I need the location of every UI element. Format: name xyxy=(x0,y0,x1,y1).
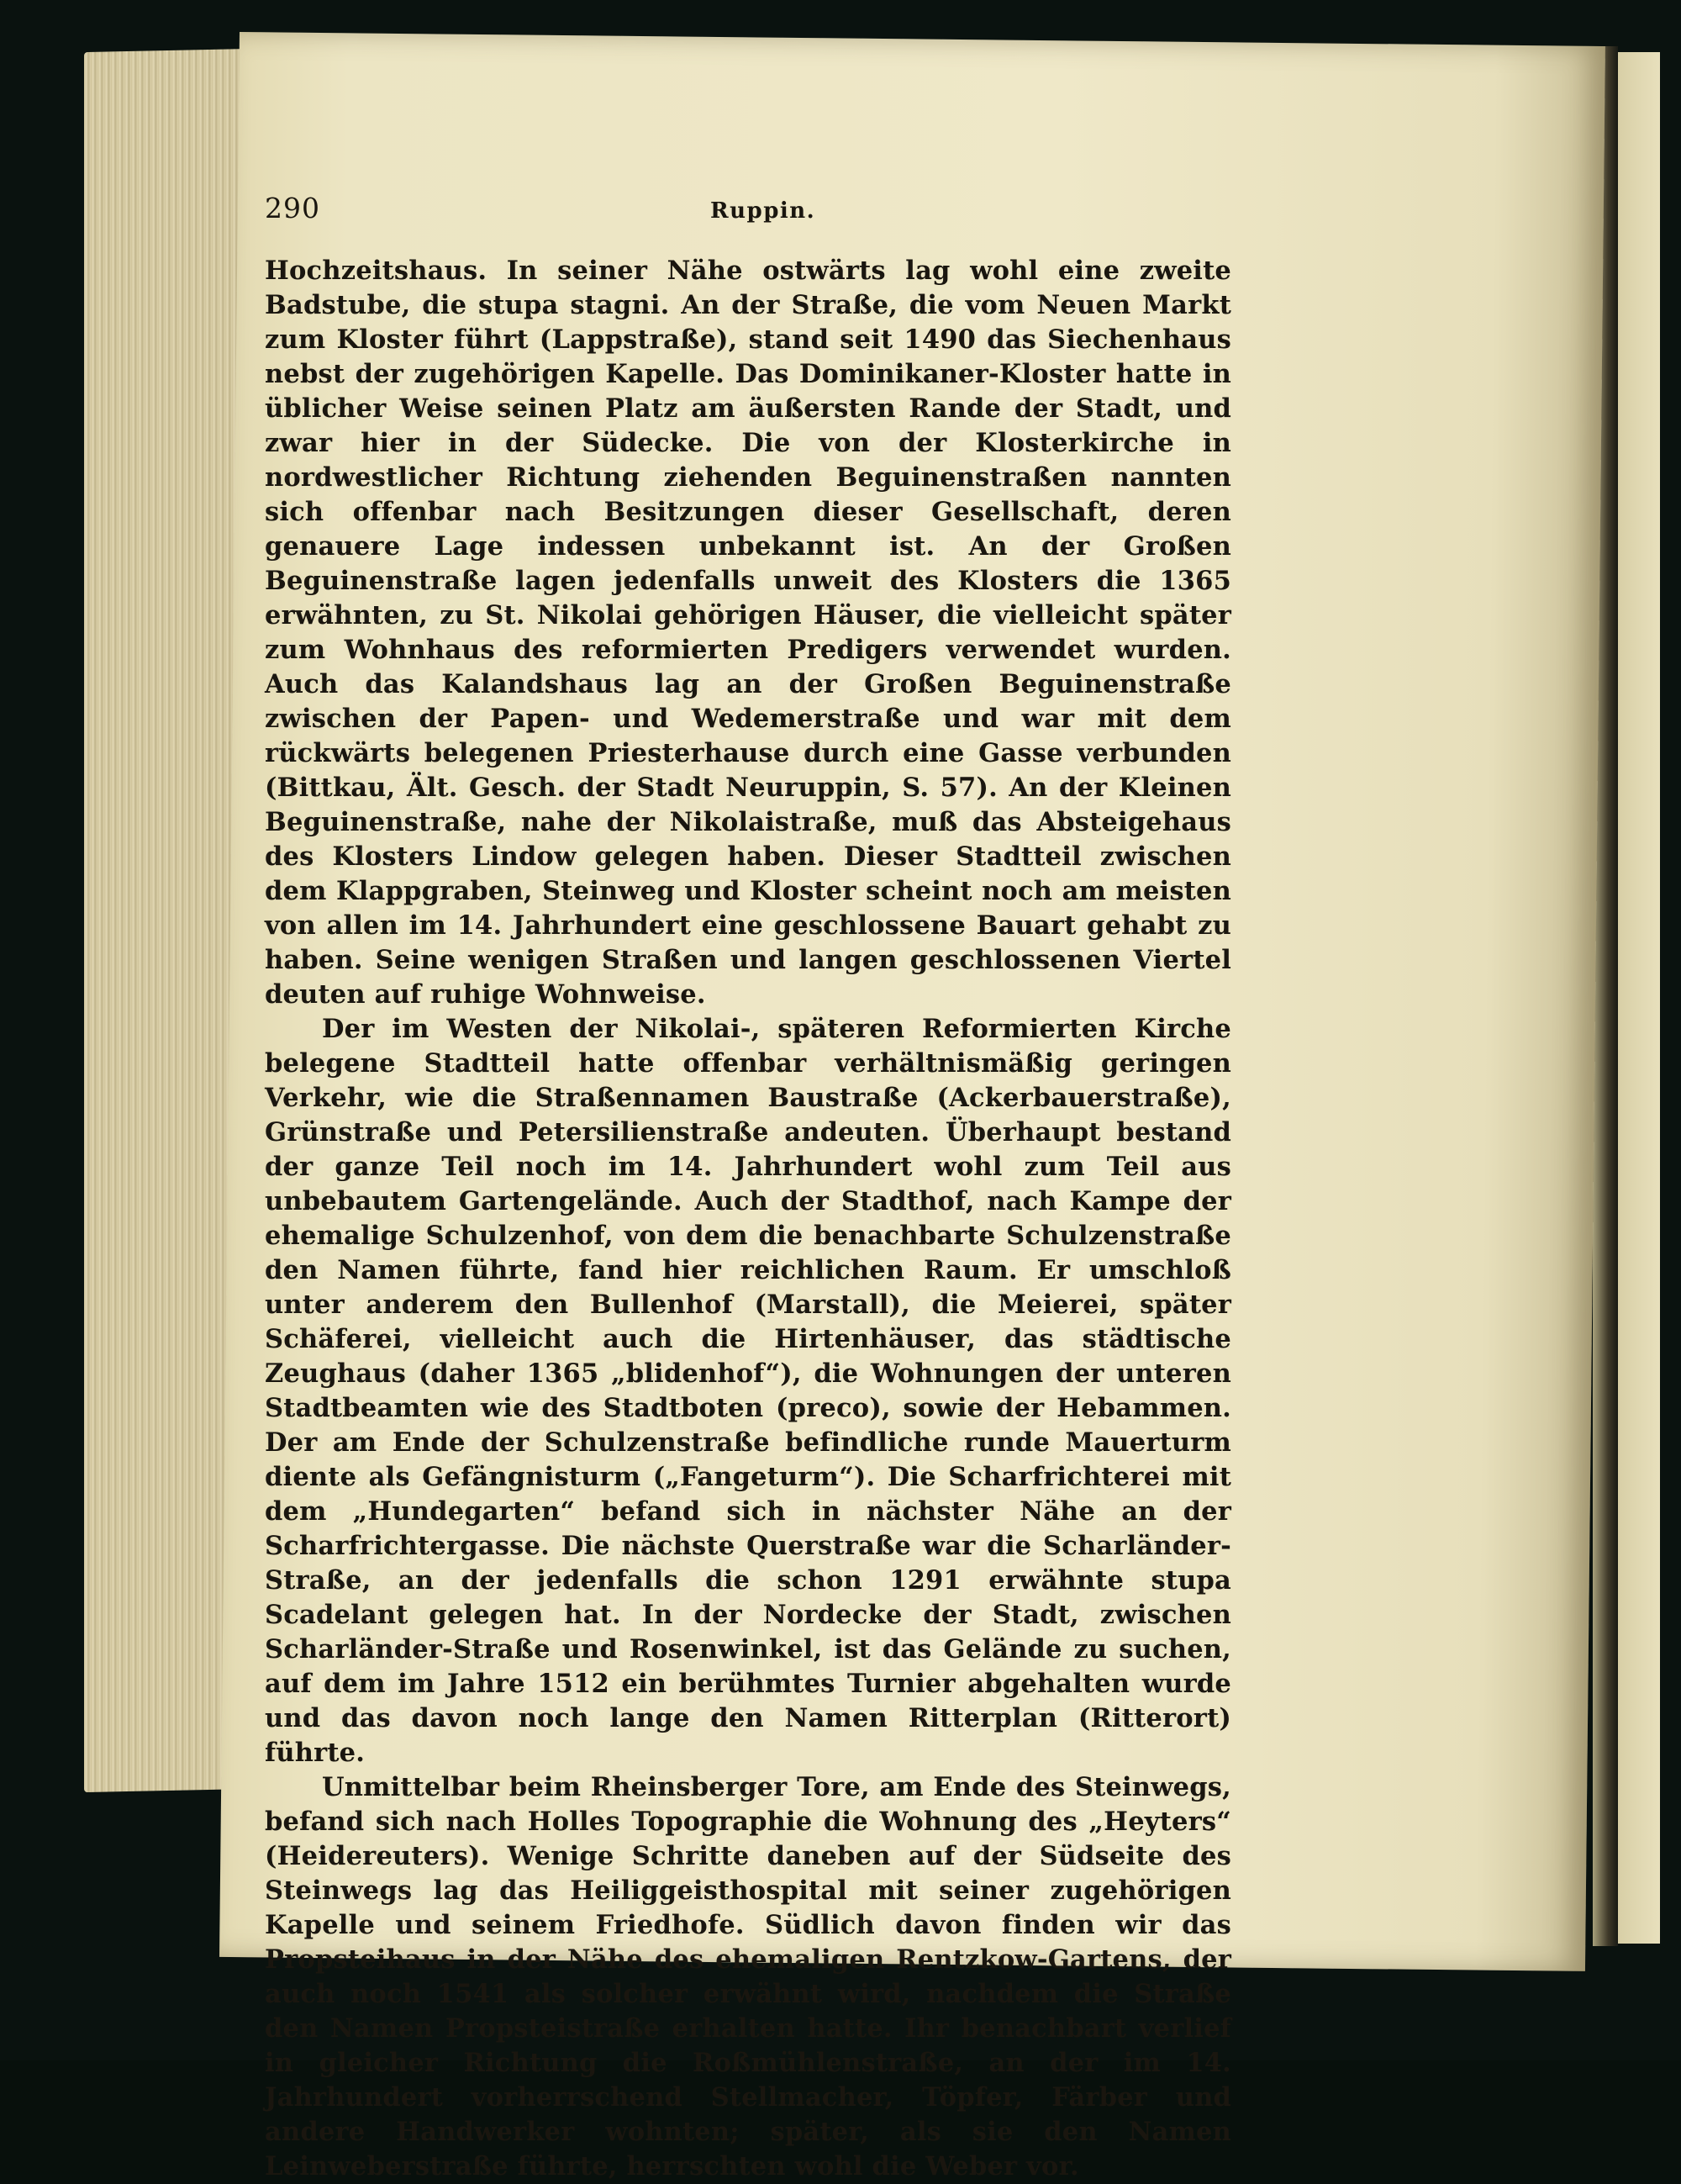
paragraph-1: Hochzeitshaus. In seiner Nähe ostwärts lag wohl eine zweite Badstube, die stupa stagni. An der Straße, die vom Neuen Markt zum Kloster führt (Lappstraße), stand seit 1490 das Siechenhaus nebst der zugehörigen Kapelle. Das Dominikaner-Kloster hatte in üblicher Weise seinen Platz am äußersten Rande der Stadt, und zwar hier in der Südecke. Die von der Klosterkirche in nordwestlicher Richtung ziehenden Beguinenstraßen nannten sich offenbar nach Besitzungen dieser Gesellschaft, deren genauere Lage indessen unbekannt ist. An der Großen Beguinenstraße lagen jedenfalls unweit des Klosters die 1365 erwähnten, zu St. Nikolai gehörigen Häuser, die vielleicht später zum Wohnhaus des reformierten Predigers verwendet wurden. Auch das Kalandshaus lag an der Großen Beguinenstraße zwischen der Papen- und Wedemerstraße und war mit dem rückwärts belegenen Priesterhause durch eine Gasse verbunden (Bittkau, Ält. Gesch. der Stadt Neuruppin, S. 57). An der Kleinen Beguinenstraße, nahe der Nikolaistraße, muß das Absteigehaus des Klosters Lindow gelegen haben. Dieser Stadtteil zwischen dem Klappgraben, Steinweg und Kloster scheint noch am meisten von allen im 14. Jahrhundert eine geschlossene Bauart gehabt zu haben. Seine wenigen Straßen und langen geschlossenen Viertel deuten auf ruhige Wohnweise. xyxy=(265,256,1231,1010)
paragraph-2: Der im Westen der Nikolai-, späteren Reformierten Kirche belegene Stadtteil hatte offenbar verhältnismäßig geringen Verkehr, wie die Straßennamen Baustraße (Ackerbauerstraße), Grünstraße und Petersilienstraße andeuten. Überhaupt bestand der ganze Teil noch im 14. Jahrhundert wohl zum Teil aus unbebautem Gartengelände. Auch der Stadthof, nach Kampe der ehemalige Schulzenhof, von dem die benachbarte Schulzenstraße den Namen führte, fand hier reichlichen Raum. Er umschloß unter anderem den Bullenhof (Marstall), die Meierei, später Schäferei, vielleicht auch die Hirtenhäuser, das städtische Zeughaus (daher 1365 „blidenhof“), die Wohnungen der unteren Stadtbeamten wie des Stadtboten (preco), sowie der Hebammen. Der am Ende der Schulzenstraße befindliche runde Mauerturm diente als Gefängnisturm („Fangeturm“). Die Scharfrichterei mit dem „Hundegarten“ befand sich in nächster Nähe an der Scharfrichtergasse. Die nächste Querstraße war die Scharländer-Straße, an der jedenfalls die schon 1291 erwähnte stupa Scadelant gelegen hat. In der Nordecke der Stadt, zwischen Scharländer-Straße und Rosenwinkel, ist das Gelände zu suchen, auf dem im Jahre 1512 ein berühmtes Turnier abgehalten wurde und das davon noch lange den Namen Ritterplan (Ritterort) führte. xyxy=(265,1014,1231,1768)
paragraph-3: Unmittelbar beim Rheinsberger Tore, am Ende des Steinwegs, befand sich nach Holles Topographie die Wohnung des „Heyters“ (Heidereuters). Wenige Schritte daneben auf der Südseite des Steinwegs lag das Heiliggeisthospital mit seiner zugehörigen Kapelle und seinem Friedhofe. Südlich davon finden wir das Propsteihaus in der Nähe des ehemaligen Rentzkow-Gartens, der auch noch 1541 als solcher erwähnt wird, nachdem die Straße den Namen Propsteistraße erhalten hatte. Ihr benachbart verlief in gleicher Richtung die Roßmühlenstraße, an der im 14. Jahrhundert vorherrschend Stellmacher, Töpfer, Färber und andere Handwerker wohnten; später, als sie den Namen Leinweberstraße führte, herrschten wohl die Weber vor. xyxy=(265,1772,1231,2181)
facing-page-edge xyxy=(1618,52,1660,1944)
page-header xyxy=(265,192,1231,242)
page-number: 290 xyxy=(265,192,320,224)
body-text xyxy=(265,254,1231,2184)
running-head: Ruppin. xyxy=(710,198,816,224)
page-content xyxy=(265,192,1231,2184)
